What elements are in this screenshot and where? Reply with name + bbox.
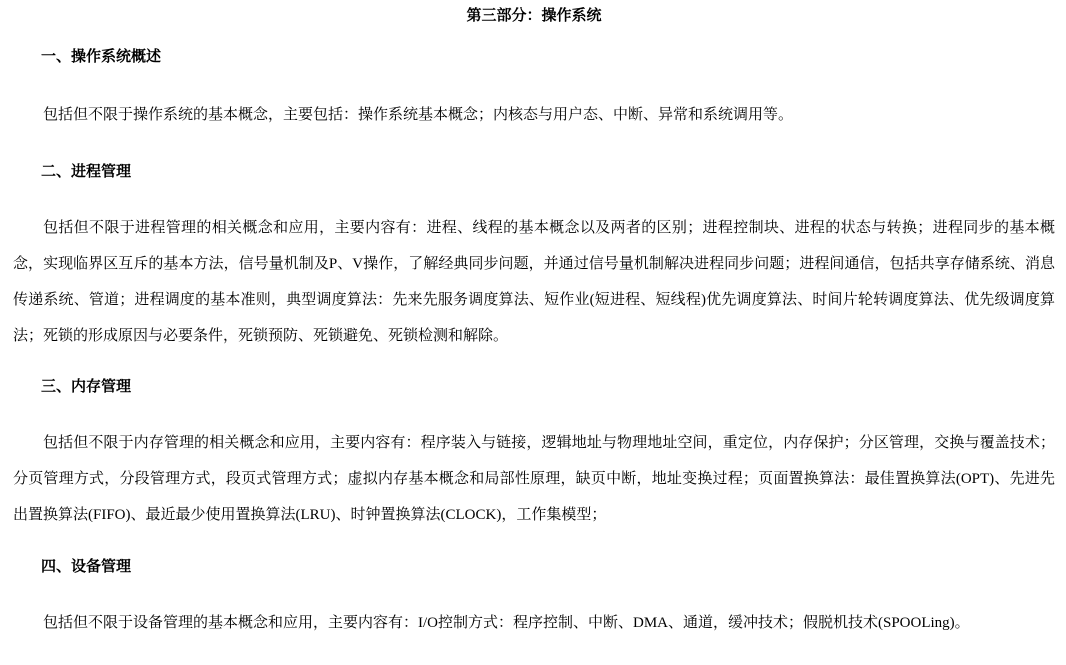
section-body-device-management: 包括但不限于设备管理的基本概念和应用，主要内容有：I/O控制方式：程序控制、中断、DMA、通道，缓冲技术；假脱机技术(SPOOLing)。: [43, 615, 970, 631]
section-body-process-management: 包括但不限于进程管理的相关概念和应用，主要内容有：进程、线程的基本概念以及两者的区别；进程控制块、进程的状态与转换；进程同步的基本概念，实现临界区互斥的基本方法，信号量机制及P、V操作，了解经典同步问题，并通过信号量机制解决进程同步问题；进程间通信，包括共享存储系统、消息传递系统、管道；进程调度的基本准则，典型调度算法：先来先服务调度算法、短作业(短进程、短线程)优先调度算法、时间片轮转调度算法、优先级调度算法；死锁的形成原因与必要条件，死锁预防、死锁避免、死锁检测和解除。: [13, 220, 1055, 344]
section-heading-device-management: 四、设备管理: [41, 559, 132, 575]
section-memory-management: [13, 375, 1055, 533]
section-body-os-overview: 包括但不限于操作系统的基本概念，主要包括：操作系统基本概念；内核态与用户态、中断、异常和系统调用等。: [43, 107, 794, 123]
section-body-memory-management: 包括但不限于内存管理的相关概念和应用，主要内容有：程序装入与链接，逻辑地址与物理地址空间，重定位，内存保护；分区管理，交换与覆盖技术；分页管理方式，分段管理方式，段页式管理方式；虚拟内存基本概念和局部性原理，缺页中断，地址变换过程；页面置换算法：最佳置换算法(OPT)、先进先出置换算法(FIFO)、最近最少使用置换算法(LRU)、时钟置换算法(CLOCK)，工作集模型；: [13, 435, 1055, 523]
section-heading-os-overview: 一、操作系统概述: [41, 49, 162, 65]
section-device-management: [13, 555, 1055, 641]
document-title: 第三部分：操作系统: [466, 8, 602, 24]
section-os-overview: [13, 45, 1055, 133]
section-heading-process-management: 二、进程管理: [41, 164, 132, 180]
section-heading-memory-management: 三、内存管理: [41, 379, 132, 395]
section-process-management: [13, 160, 1055, 354]
document-page: [13, 4, 1055, 641]
